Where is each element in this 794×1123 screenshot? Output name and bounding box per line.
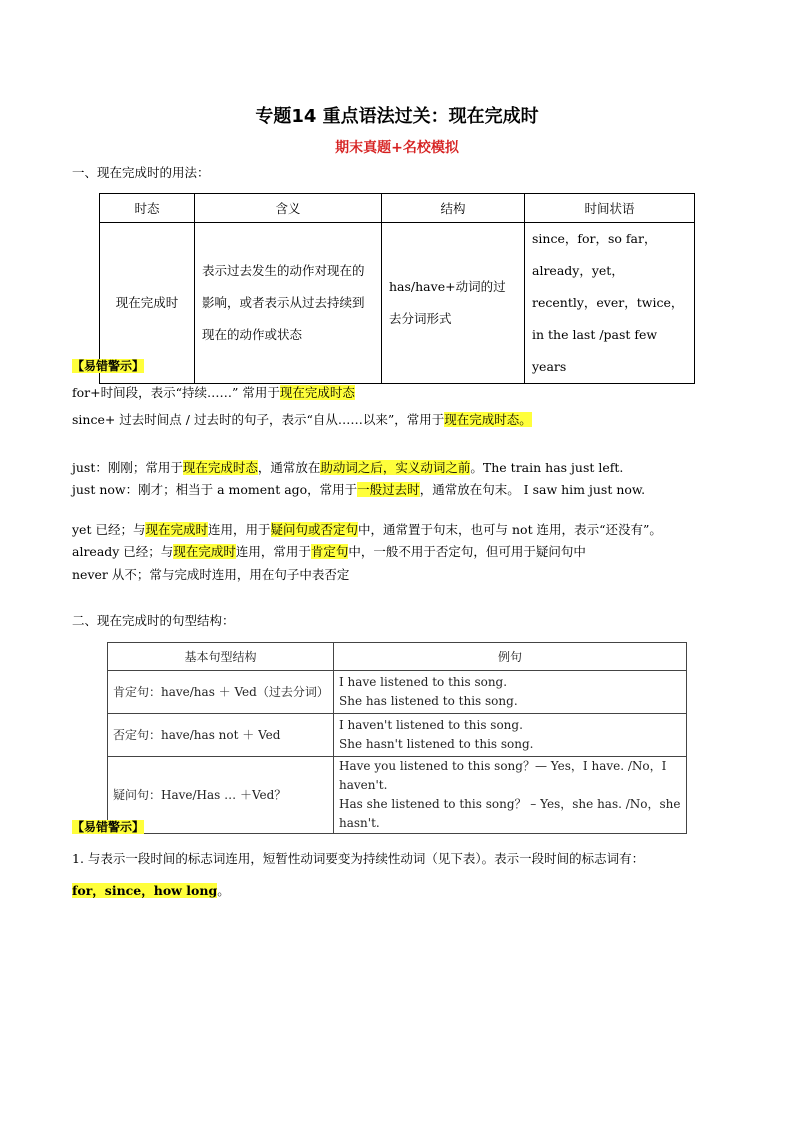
justnow-rule-highlight: 一般过去时 — [357, 482, 420, 497]
header-meaning: 含义 — [195, 194, 382, 223]
section1-heading: 一、现在完成时的用法： — [72, 165, 210, 180]
for-rule-highlight: 现在完成时态 — [279, 385, 355, 400]
example-cell — [334, 671, 687, 714]
example-sentence: She has listened to this song. — [339, 694, 518, 708]
pattern-cell: 否定句：have/has not ＋ Ved — [108, 714, 334, 757]
example-sentence: Have you listened to this song？— Yes，I have. /No，I haven't. — [339, 759, 667, 792]
since-rule — [72, 411, 532, 429]
section2-heading: 二、现在完成时的句型结构： — [72, 613, 235, 628]
cell-tense: 现在完成时 — [100, 223, 195, 384]
since-rule-highlight: 现在完成时态。 — [444, 412, 532, 427]
example-cell — [334, 757, 687, 834]
already-rule-text-1: already 已经；与 — [72, 544, 174, 559]
yet-rule-text-1: yet 已经；与 — [72, 522, 146, 537]
example-sentence: She hasn't listened to this song. — [339, 737, 534, 751]
page-title: 专题14 重点语法过关：现在完成时 — [255, 106, 539, 127]
example-cell — [334, 714, 687, 757]
yet-rule — [72, 521, 662, 539]
yet-rule-highlight-1: 现在完成时 — [145, 522, 208, 537]
warning1-label-line — [72, 357, 144, 375]
header-tense: 时态 — [100, 194, 195, 223]
header-structure: 结构 — [382, 194, 525, 223]
cell-structure: has/have+动词的过去分词形式 — [382, 223, 525, 384]
for-rule-text: for+时间段，表示“持续……” 常用于 — [72, 385, 280, 400]
yet-rule-text-3: 中，通常置于句末，也可与 not 连用，表示“还没有”。 — [358, 522, 662, 537]
pattern-row-negative — [108, 714, 687, 757]
warning2-label: 【易错警示】 — [72, 820, 145, 834]
header-adverbials: 时间状语 — [525, 194, 695, 223]
page-subtitle: 期末真题+名校模拟 — [335, 140, 459, 156]
time-markers-line — [72, 882, 230, 900]
time-markers-end: 。 — [217, 883, 230, 898]
just-rule-text-2: ，通常放在 — [257, 460, 321, 475]
since-rule-text: since+ 过去时间点 / 过去时的句子，表示“自从……以来”，常用于 — [72, 412, 445, 427]
warning1-label: 【易错警示】 — [72, 359, 145, 373]
pattern-row-question — [108, 757, 687, 834]
yet-rule-text-2: 连用，用于 — [207, 522, 271, 537]
warning2-point1: 1. 与表示一段时间的标志词连用，短暂性动词要变为持续性动词（见下表）。表示一段时间的标志词有： — [72, 851, 645, 866]
pattern-cell: 疑问句：Have/Has … ＋Ved？ — [108, 757, 334, 834]
justnow-rule-text-2: ，通常放在句末。 I saw him just now. — [419, 482, 646, 497]
justnow-rule — [72, 481, 645, 499]
cell-meaning: 表示过去发生的动作对现在的影响，或者表示从过去持续到现在的动作或状态 — [195, 223, 382, 384]
usage-table — [99, 193, 695, 384]
header-example: 例句 — [334, 643, 687, 671]
never-rule: never 从不；常与完成时连用，用在句子中表否定 — [72, 567, 350, 582]
just-rule — [72, 459, 623, 477]
pattern-cell: 肯定句：have/has ＋ Ved（过去分词） — [108, 671, 334, 714]
pattern-table — [107, 642, 687, 834]
already-rule-highlight-2: 肯定句 — [310, 544, 349, 559]
cell-adverbials: since，for，so far，already，yet，recently，ever，twice，in the last /past few years — [525, 223, 695, 384]
header-pattern: 基本句型结构 — [108, 643, 334, 671]
usage-table-row — [100, 223, 695, 384]
already-rule-highlight-1: 现在完成时 — [173, 544, 236, 559]
just-rule-text-3: 。The train has just left. — [470, 460, 624, 475]
already-rule-text-3: 中，一般不用于否定句，但可用于疑问句中 — [348, 544, 586, 559]
already-rule-text-2: 连用，常用于 — [235, 544, 311, 559]
yet-rule-highlight-2: 疑问句或否定句 — [270, 522, 359, 537]
example-sentence: I have listened to this song. — [339, 675, 508, 689]
pattern-table-header — [108, 643, 687, 671]
already-rule — [72, 543, 586, 561]
just-rule-highlight-1: 现在完成时态 — [182, 460, 258, 475]
pattern-row-affirmative — [108, 671, 687, 714]
just-rule-highlight-2: 助动词之后，实义动词之前 — [320, 460, 471, 475]
just-rule-text-1: just：刚刚；常用于 — [72, 460, 183, 475]
for-rule — [72, 384, 355, 402]
time-markers: for，since，how long — [72, 883, 218, 898]
example-sentence: I haven't listened to this song. — [339, 718, 523, 732]
example-sentence: Has she listened to this song？ – Yes，she has. /No，she hasn't. — [339, 797, 681, 830]
warning2-label-line — [72, 818, 144, 836]
usage-table-header — [100, 194, 695, 223]
justnow-rule-text-1: just now：刚才；相当于 a moment ago，常用于 — [72, 482, 358, 497]
